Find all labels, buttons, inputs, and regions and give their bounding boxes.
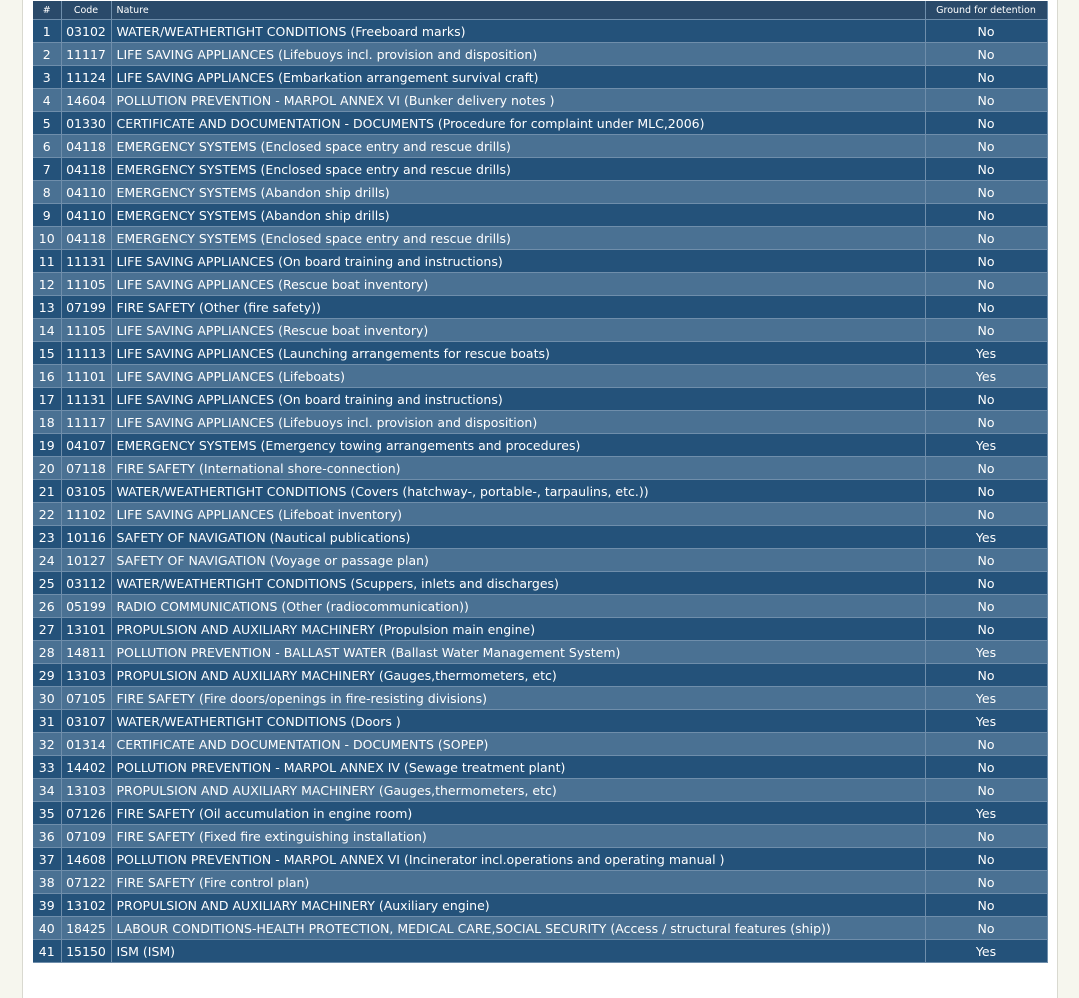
row-code: 11105 [61, 273, 111, 296]
row-code: 07126 [61, 802, 111, 825]
row-ground-for-detention: Yes [925, 342, 1047, 365]
row-ground-for-detention: No [925, 549, 1047, 572]
table-row [33, 756, 1047, 779]
table-row [33, 687, 1047, 710]
table-row [33, 733, 1047, 756]
row-nature: EMERGENCY SYSTEMS (Enclosed space entry and rescue drills) [111, 135, 925, 158]
row-number: 19 [33, 434, 61, 457]
table-row [33, 526, 1047, 549]
row-nature: FIRE SAFETY (Fire doors/openings in fire-resisting divisions) [111, 687, 925, 710]
table-row [33, 342, 1047, 365]
row-ground-for-detention: No [925, 825, 1047, 848]
row-ground-for-detention: No [925, 411, 1047, 434]
header-ground-for-detention: Ground for detention [925, 1, 1047, 20]
table-row [33, 894, 1047, 917]
row-nature: EMERGENCY SYSTEMS (Enclosed space entry and rescue drills) [111, 227, 925, 250]
row-ground-for-detention: Yes [925, 687, 1047, 710]
row-ground-for-detention: No [925, 273, 1047, 296]
row-code: 04107 [61, 434, 111, 457]
row-number: 11 [33, 250, 61, 273]
row-number: 38 [33, 871, 61, 894]
row-nature: FIRE SAFETY (Fire control plan) [111, 871, 925, 894]
row-code: 07122 [61, 871, 111, 894]
row-ground-for-detention: No [925, 112, 1047, 135]
row-ground-for-detention: No [925, 480, 1047, 503]
row-ground-for-detention: No [925, 595, 1047, 618]
row-nature: SAFETY OF NAVIGATION (Nautical publications) [111, 526, 925, 549]
table-row [33, 250, 1047, 273]
row-nature: SAFETY OF NAVIGATION (Voyage or passage plan) [111, 549, 925, 572]
row-nature: WATER/WEATHERTIGHT CONDITIONS (Covers (hatchway-, portable-, tarpaulins, etc.)) [111, 480, 925, 503]
table-row [33, 457, 1047, 480]
row-number: 25 [33, 572, 61, 595]
row-number: 10 [33, 227, 61, 250]
deficiencies-table [33, 1, 1048, 963]
row-code: 11105 [61, 319, 111, 342]
table-row [33, 917, 1047, 940]
table-row [33, 434, 1047, 457]
table-row [33, 618, 1047, 641]
row-nature: ISM (ISM) [111, 940, 925, 963]
row-nature: EMERGENCY SYSTEMS (Abandon ship drills) [111, 181, 925, 204]
table-row [33, 227, 1047, 250]
row-code: 11124 [61, 66, 111, 89]
row-number: 39 [33, 894, 61, 917]
row-nature: LIFE SAVING APPLIANCES (Launching arrangements for rescue boats) [111, 342, 925, 365]
row-number: 30 [33, 687, 61, 710]
row-ground-for-detention: Yes [925, 641, 1047, 664]
row-code: 03107 [61, 710, 111, 733]
row-code: 11131 [61, 250, 111, 273]
row-ground-for-detention: No [925, 227, 1047, 250]
row-code: 11102 [61, 503, 111, 526]
row-nature: EMERGENCY SYSTEMS (Enclosed space entry and rescue drills) [111, 158, 925, 181]
row-number: 23 [33, 526, 61, 549]
row-number: 29 [33, 664, 61, 687]
row-ground-for-detention: No [925, 43, 1047, 66]
table-row [33, 20, 1047, 43]
table-body [33, 20, 1047, 963]
row-ground-for-detention: Yes [925, 526, 1047, 549]
row-number: 15 [33, 342, 61, 365]
row-nature: POLLUTION PREVENTION - MARPOL ANNEX VI (Incinerator incl.operations and operating manual ) [111, 848, 925, 871]
row-number: 21 [33, 480, 61, 503]
row-number: 20 [33, 457, 61, 480]
row-code: 07199 [61, 296, 111, 319]
row-nature: FIRE SAFETY (International shore-connection) [111, 457, 925, 480]
row-ground-for-detention: No [925, 503, 1047, 526]
row-nature: LIFE SAVING APPLIANCES (On board training and instructions) [111, 250, 925, 273]
table-row [33, 848, 1047, 871]
row-code: 04110 [61, 204, 111, 227]
row-code: 04118 [61, 135, 111, 158]
table-row [33, 779, 1047, 802]
row-nature: LIFE SAVING APPLIANCES (Lifeboats) [111, 365, 925, 388]
row-nature: LIFE SAVING APPLIANCES (Rescue boat inventory) [111, 319, 925, 342]
row-ground-for-detention: No [925, 618, 1047, 641]
row-number: 40 [33, 917, 61, 940]
table-row [33, 802, 1047, 825]
row-ground-for-detention: No [925, 204, 1047, 227]
row-ground-for-detention: No [925, 135, 1047, 158]
row-number: 27 [33, 618, 61, 641]
row-code: 03105 [61, 480, 111, 503]
row-code: 04118 [61, 227, 111, 250]
row-nature: LIFE SAVING APPLIANCES (On board training and instructions) [111, 388, 925, 411]
row-nature: CERTIFICATE AND DOCUMENTATION - DOCUMENTS (SOPEP) [111, 733, 925, 756]
row-ground-for-detention: No [925, 756, 1047, 779]
table-row [33, 388, 1047, 411]
row-ground-for-detention: No [925, 894, 1047, 917]
row-number: 22 [33, 503, 61, 526]
row-code: 11117 [61, 43, 111, 66]
row-code: 07105 [61, 687, 111, 710]
table-row [33, 296, 1047, 319]
row-ground-for-detention: No [925, 20, 1047, 43]
row-ground-for-detention: No [925, 319, 1047, 342]
row-ground-for-detention: No [925, 664, 1047, 687]
row-nature: LIFE SAVING APPLIANCES (Lifebuoys incl. provision and disposition) [111, 411, 925, 434]
row-code: 14608 [61, 848, 111, 871]
table-row [33, 273, 1047, 296]
row-code: 10116 [61, 526, 111, 549]
row-code: 03112 [61, 572, 111, 595]
row-nature: LIFE SAVING APPLIANCES (Lifeboat inventory) [111, 503, 925, 526]
row-number: 41 [33, 940, 61, 963]
row-number: 14 [33, 319, 61, 342]
row-number: 24 [33, 549, 61, 572]
row-ground-for-detention: Yes [925, 802, 1047, 825]
row-number: 18 [33, 411, 61, 434]
row-ground-for-detention: No [925, 572, 1047, 595]
table-row [33, 204, 1047, 227]
table-row [33, 641, 1047, 664]
row-ground-for-detention: No [925, 779, 1047, 802]
row-ground-for-detention: No [925, 871, 1047, 894]
row-number: 34 [33, 779, 61, 802]
row-number: 33 [33, 756, 61, 779]
row-code: 07109 [61, 825, 111, 848]
row-nature: EMERGENCY SYSTEMS (Emergency towing arrangements and procedures) [111, 434, 925, 457]
row-ground-for-detention: No [925, 296, 1047, 319]
table-row [33, 89, 1047, 112]
row-ground-for-detention: Yes [925, 365, 1047, 388]
row-nature: EMERGENCY SYSTEMS (Abandon ship drills) [111, 204, 925, 227]
table-row [33, 503, 1047, 526]
row-nature: POLLUTION PREVENTION - MARPOL ANNEX IV (Sewage treatment plant) [111, 756, 925, 779]
row-code: 01330 [61, 112, 111, 135]
table-row [33, 940, 1047, 963]
table-row [33, 135, 1047, 158]
table-row [33, 480, 1047, 503]
row-code: 04118 [61, 158, 111, 181]
row-ground-for-detention: Yes [925, 434, 1047, 457]
header-number: # [33, 1, 61, 20]
row-nature: PROPULSION AND AUXILIARY MACHINERY (Propulsion main engine) [111, 618, 925, 641]
row-code: 03102 [61, 20, 111, 43]
row-code: 15150 [61, 940, 111, 963]
row-ground-for-detention: No [925, 388, 1047, 411]
row-number: 3 [33, 66, 61, 89]
row-ground-for-detention: No [925, 158, 1047, 181]
row-code: 05199 [61, 595, 111, 618]
row-number: 16 [33, 365, 61, 388]
row-ground-for-detention: No [925, 733, 1047, 756]
table-row [33, 825, 1047, 848]
table-row [33, 595, 1047, 618]
row-code: 10127 [61, 549, 111, 572]
row-number: 26 [33, 595, 61, 618]
row-number: 36 [33, 825, 61, 848]
row-nature: POLLUTION PREVENTION - MARPOL ANNEX VI (Bunker delivery notes ) [111, 89, 925, 112]
row-code: 04110 [61, 181, 111, 204]
table-row [33, 181, 1047, 204]
row-code: 13102 [61, 894, 111, 917]
row-number: 2 [33, 43, 61, 66]
row-nature: WATER/WEATHERTIGHT CONDITIONS (Freeboard marks) [111, 20, 925, 43]
row-number: 9 [33, 204, 61, 227]
row-nature: PROPULSION AND AUXILIARY MACHINERY (Gauges,thermometers, etc) [111, 779, 925, 802]
table-row [33, 710, 1047, 733]
row-number: 28 [33, 641, 61, 664]
row-ground-for-detention: Yes [925, 940, 1047, 963]
table-row [33, 66, 1047, 89]
row-nature: PROPULSION AND AUXILIARY MACHINERY (Auxiliary engine) [111, 894, 925, 917]
row-number: 12 [33, 273, 61, 296]
row-nature: FIRE SAFETY (Fixed fire extinguishing installation) [111, 825, 925, 848]
row-code: 11131 [61, 388, 111, 411]
row-code: 13103 [61, 664, 111, 687]
row-code: 11117 [61, 411, 111, 434]
row-ground-for-detention: No [925, 250, 1047, 273]
row-nature: PROPULSION AND AUXILIARY MACHINERY (Gauges,thermometers, etc) [111, 664, 925, 687]
row-code: 13103 [61, 779, 111, 802]
row-nature: LIFE SAVING APPLIANCES (Lifebuoys incl. provision and disposition) [111, 43, 925, 66]
table-row [33, 411, 1047, 434]
row-ground-for-detention: No [925, 848, 1047, 871]
row-number: 17 [33, 388, 61, 411]
row-ground-for-detention: No [925, 181, 1047, 204]
row-nature: LIFE SAVING APPLIANCES (Embarkation arrangement survival craft) [111, 66, 925, 89]
row-nature: RADIO COMMUNICATIONS (Other (radiocommunication)) [111, 595, 925, 618]
row-number: 32 [33, 733, 61, 756]
table-row [33, 664, 1047, 687]
row-number: 6 [33, 135, 61, 158]
table-row [33, 112, 1047, 135]
row-nature: FIRE SAFETY (Oil accumulation in engine room) [111, 802, 925, 825]
row-number: 4 [33, 89, 61, 112]
row-nature: POLLUTION PREVENTION - BALLAST WATER (Ballast Water Management System) [111, 641, 925, 664]
row-nature: LIFE SAVING APPLIANCES (Rescue boat inventory) [111, 273, 925, 296]
table-row [33, 871, 1047, 894]
row-nature: LABOUR CONDITIONS-HEALTH PROTECTION, MEDICAL CARE,SOCIAL SECURITY (Access / structural features (ship)) [111, 917, 925, 940]
row-code: 07118 [61, 457, 111, 480]
row-ground-for-detention: No [925, 66, 1047, 89]
row-code: 18425 [61, 917, 111, 940]
row-number: 7 [33, 158, 61, 181]
row-number: 37 [33, 848, 61, 871]
row-code: 13101 [61, 618, 111, 641]
row-nature: CERTIFICATE AND DOCUMENTATION - DOCUMENTS (Procedure for complaint under MLC,2006) [111, 112, 925, 135]
table-row [33, 319, 1047, 342]
table-header-row [33, 1, 1047, 20]
row-code: 14402 [61, 756, 111, 779]
row-code: 14811 [61, 641, 111, 664]
row-ground-for-detention: No [925, 89, 1047, 112]
row-number: 1 [33, 20, 61, 43]
row-nature: WATER/WEATHERTIGHT CONDITIONS (Doors ) [111, 710, 925, 733]
header-nature: Nature [111, 1, 925, 20]
table-row [33, 158, 1047, 181]
table-row [33, 572, 1047, 595]
row-number: 5 [33, 112, 61, 135]
row-ground-for-detention: Yes [925, 710, 1047, 733]
row-number: 35 [33, 802, 61, 825]
row-nature: FIRE SAFETY (Other (fire safety)) [111, 296, 925, 319]
table-row [33, 43, 1047, 66]
table-row [33, 365, 1047, 388]
row-number: 8 [33, 181, 61, 204]
row-code: 01314 [61, 733, 111, 756]
row-number: 13 [33, 296, 61, 319]
row-nature: WATER/WEATHERTIGHT CONDITIONS (Scuppers, inlets and discharges) [111, 572, 925, 595]
row-code: 11101 [61, 365, 111, 388]
row-code: 11113 [61, 342, 111, 365]
row-ground-for-detention: No [925, 457, 1047, 480]
header-code: Code [61, 1, 111, 20]
row-number: 31 [33, 710, 61, 733]
row-code: 14604 [61, 89, 111, 112]
row-ground-for-detention: No [925, 917, 1047, 940]
table-row [33, 549, 1047, 572]
